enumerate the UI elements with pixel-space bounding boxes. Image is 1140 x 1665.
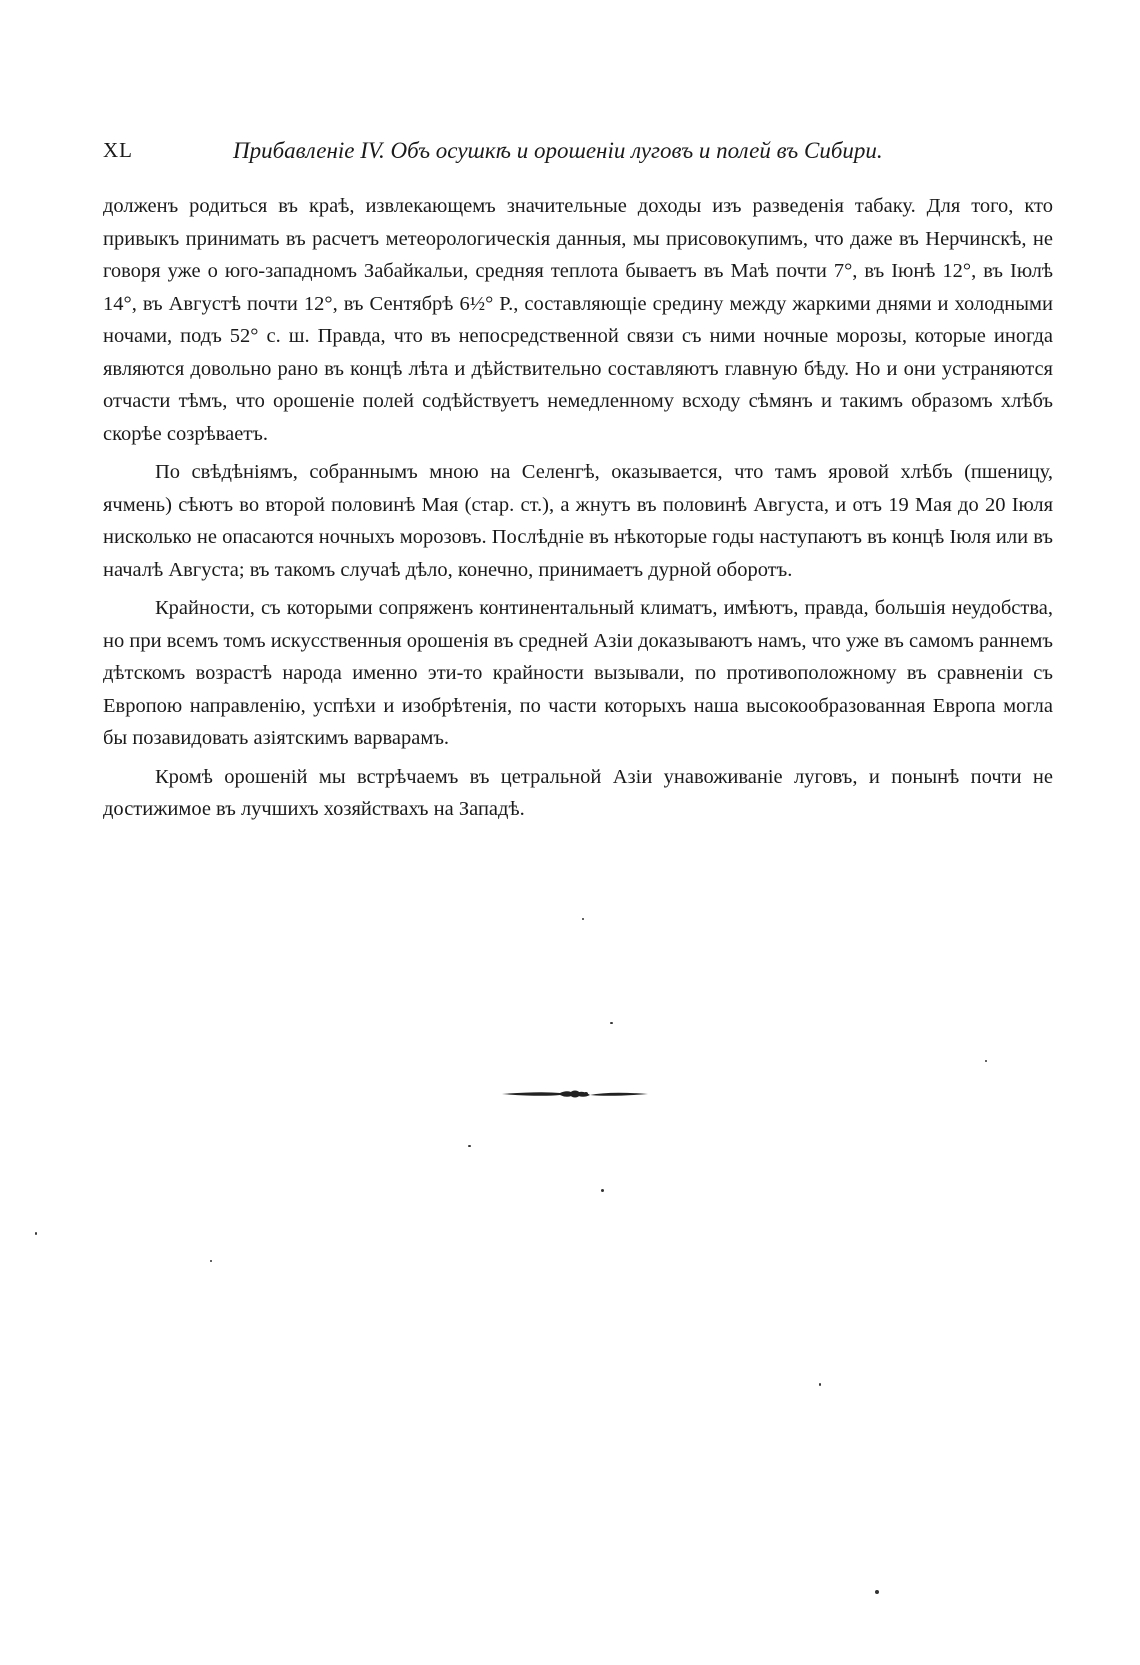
scan-speck	[601, 1189, 604, 1192]
page-header	[103, 138, 1053, 168]
running-title: Прибавленіе IV. Объ осушкѣ и орошеніи луговъ и полей въ Сибири.	[233, 138, 883, 163]
paragraph-4: Кромѣ орошеній мы встрѣчаемъ въ цетральной Азіи унавоживаніе луговъ, и понынѣ почти не достижимое въ лучшихъ хозяйствахъ на Западѣ.	[103, 765, 1053, 820]
paragraph-2: По свѣдѣніямъ, собраннымъ мною на Селенгѣ, оказывается, что тамъ яровой хлѣбъ (пшеницу, ячмень) сѣютъ во второй половинѣ Мая (стар. ст.), а жнутъ въ половинѣ Августа, и отъ 19 Мая до 20 Іюля нисколько не опасаются ночныхъ морозовъ. Послѣдніе въ нѣкоторые годы наступаютъ въ концѣ Іюля или въ началѣ Августа; въ такомъ случаѣ дѣло, конечно, принимаетъ дурной оборотъ.	[103, 461, 1053, 581]
scan-speck	[210, 1260, 212, 1262]
fleuron-ornament-icon	[500, 1087, 650, 1101]
scan-speck	[875, 1590, 879, 1594]
scan-speck	[468, 1145, 471, 1147]
scan-speck	[819, 1383, 821, 1386]
scan-speck	[582, 918, 584, 920]
paragraph-1: долженъ родиться въ краѣ, извлекающемъ значительные доходы изъ разведенія табаку. Для того, кто привыкъ принимать въ расчетъ метеорологическія данныя, мы присовокупимъ, что даже въ Нерчинскѣ, не говоря уже о юго-западномъ Забайкальи, средняя теплота бываетъ въ Маѣ почти 7°, въ Іюнѣ 12°, въ Іюлѣ 14°, въ Августѣ почти 12°, въ Сентябрѣ 6½° Р., составляющіе средину между жаркими днями и холодными ночами, подъ 52° с. ш. Правда, что въ непосредственной связи съ ними ночные морозы, которые иногда являются довольно рано въ концѣ лѣта и дѣйствительно составляютъ главную бѣду. Но и они устраняются отчасти тѣмъ, что орошеніе полей содѣйствуетъ немедленному всходу сѣмянъ и такимъ образомъ хлѣбъ скорѣе созрѣваетъ.	[103, 195, 1053, 445]
scan-speck	[985, 1060, 987, 1062]
page-number: XL	[103, 138, 133, 162]
scan-speck	[610, 1022, 613, 1024]
scan-speck	[35, 1232, 37, 1235]
body-text	[103, 190, 1053, 826]
paragraph-3: Крайности, съ которыми сопряженъ континентальный климатъ, имѣютъ, правда, большія неудобства, но при всемъ томъ искусственныя орошенія въ средней Азіи доказываютъ намъ, что уже въ самомъ раннемъ дѣтскомъ возрастѣ народа именно эти-то крайности вызывали, по противоположному въ сравненіи съ Европою направленію, успѣхи и изобрѣтенія, по части которыхъ наша высокообразованная Европа могла бы позавидовать азіятскимъ варварамъ.	[103, 597, 1053, 749]
